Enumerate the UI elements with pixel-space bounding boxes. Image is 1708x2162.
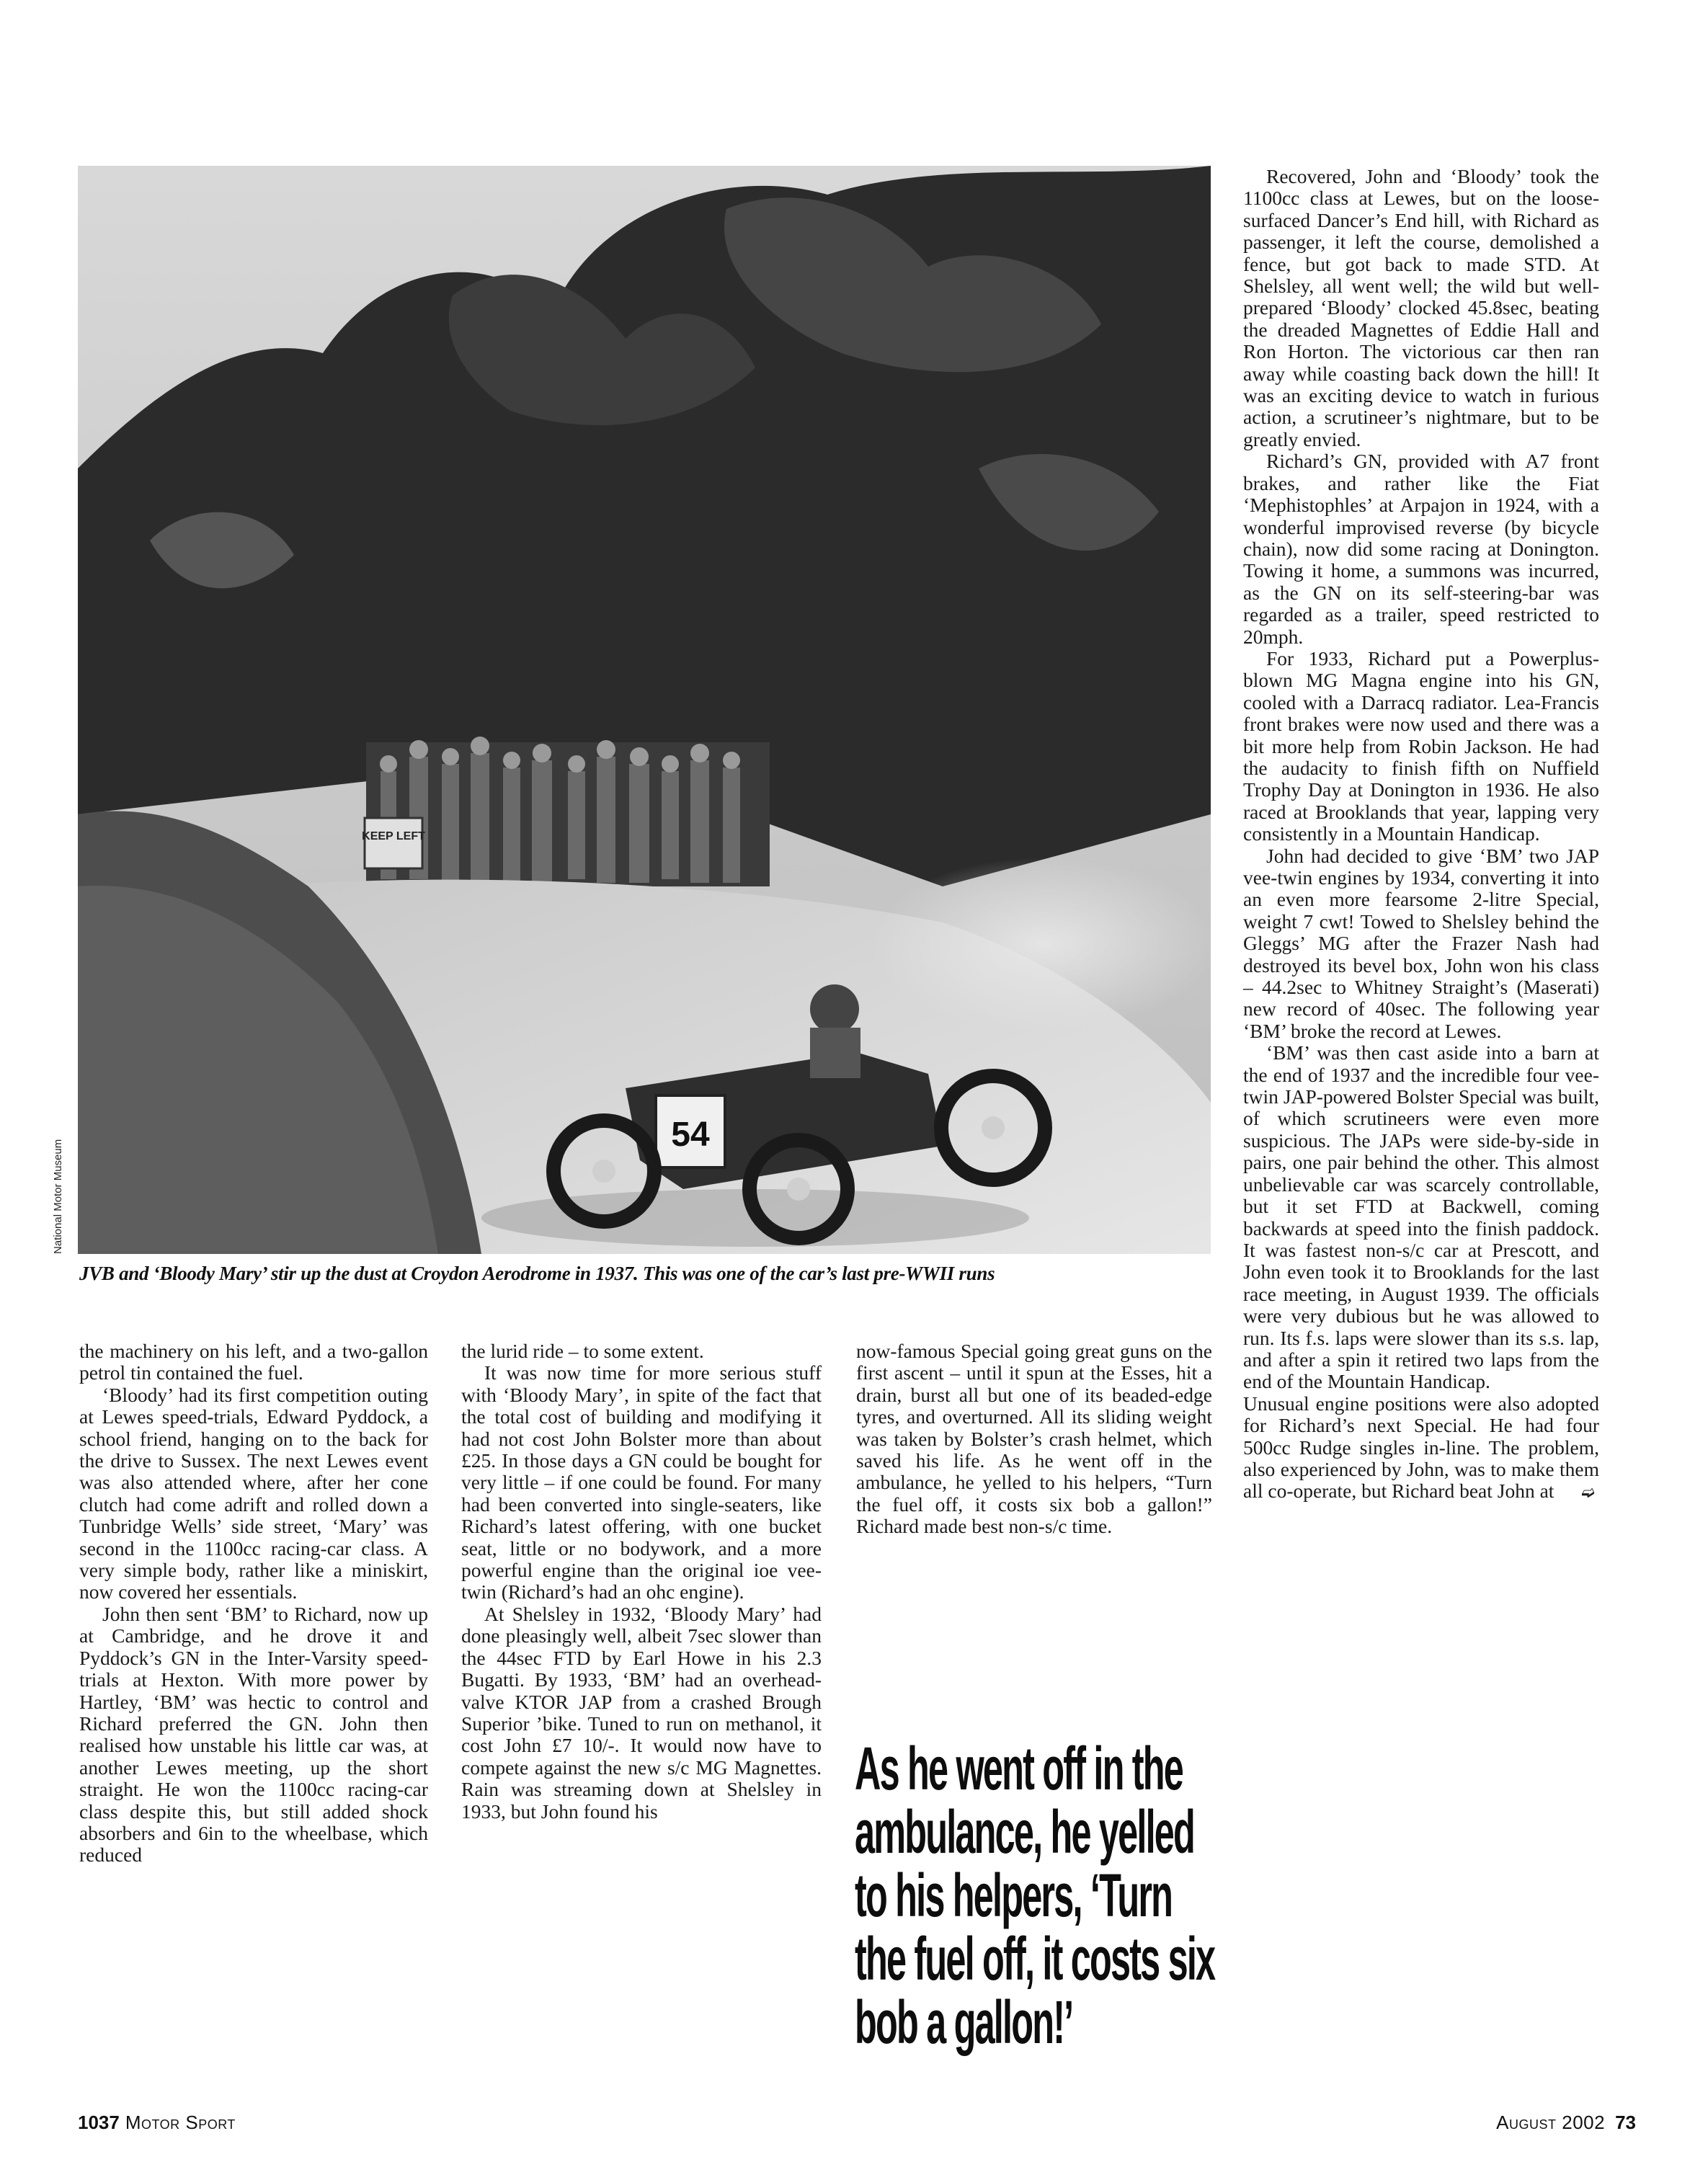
photo-credit: National Motor Museum [52,1139,64,1254]
paragraph: John then sent ‘BM’ to Richard, now up at Cambridge, and he drove it and Pyddock’s GN in the Inter-Varsity speed-trials at Hexton. With more power by Hartley, ‘BM’ was hectic to control and Richard preferred the GN. John then realised how unstable his little car was, at another Lewes meeting, up the short straight. He won the 1100cc racing-car class despite this, but still added shock absorbers and 6in to the wheelbase, which reduced [79,1602,428,1867]
paragraph: Recovered, John and ‘Bloody’ took the 1100cc class at Lewes, but on the loose-surfaced Dancer’s End hill, with Richard as passenger, it left the course, demolished a fence, but got back to made STD. At Shelsley, all went well; the wild but well-prepared ‘Bloody’ clocked 45.8sec, beating the dreaded Magnettes of Eddie Hall and Ron Horton. The victorious car then ran away while coasting back down the hill! It was an exciting device to watch in furious action, a scrutineer’s nightmare, but to be greatly envied. [1243,165,1599,450]
magazine-name: Motor Sport [125,2112,236,2133]
paragraph: ‘Bloody’ had its first competition outing at Lewes speed-trials, Edward Pyddock, a school friend, hanging on to the back for the drive to Sussex. The next Lewes event was also attended where, after her cone clutch had come adrift and rolled down a Tunbridge Wells’ side street, ‘Mary’ was second in the 1100cc racing-car class. A very simple body, rather like a miniskirt, now covered her essentials. [79,1383,428,1603]
paragraph: the lurid ride – to some extent. [461,1340,704,1362]
article-column-1 [79,1340,428,1867]
arrow-right-icon: ➫ [1581,1483,1592,1502]
keep-left-sign: KEEP LEFT [362,830,425,842]
page-number-left: 1037 [78,2112,120,2133]
paragraph: For 1933, Richard put a Powerplus-blown MG Magna engine into his GN, cooled with a Darracq radiator. Lea-Francis front brakes were now used and there was a bit more help from Robin Jackson. He had the audacity to finish fifth on Nuffield Trophy Day at Donington in 1936. He also raced at Brooklands that year, lapping very consistently in a Mountain Handicap. [1243,646,1599,845]
photograph [78,166,1211,1254]
footer-right [1496,2112,1636,2134]
article-column-2 [461,1340,822,1823]
hillclimb-photo [78,166,1211,1254]
paragraph [1243,1392,1599,1503]
page-number-right: 73 [1615,2112,1636,2133]
pull-quote: As he went off in the ambulance, he yelled to his helpers, ‘Turn the fuel off, it costs six bob a gallon!’ [855,1735,1215,2056]
paragraph: It was now time for more serious stuff with ‘Bloody Mary’, in spite of the fact that the total cost of building and modifying it had not cost John Bolster more than about £25. In those days a GN could be bought for very little – if one could be found. For many had been converted into single-seaters, like Richard’s latest offering, with one bucket seat, little or no bodywork, and a more powerful engine than the original ioe vee-twin (Richard’s had an ohc engine). [461,1361,822,1603]
article-column-4 [1243,166,1599,1504]
paragraph: the machinery on his left, and a two-gallon petrol tin contained the fuel. [79,1340,428,1384]
footer-left [78,2112,236,2134]
paragraph: John had decided to give ‘BM’ two JAP vee-twin engines by 1934, converting it into an even more fearsome 2-litre Special, weight 7 cwt! Towed to Shelsley behind the Gleggs’ MG after the Frazer Nash had destroyed its bevel box, John won his class – 44.2sec to Whitney Straight’s (Maserati) new record of 40sec. The following year ‘BM’ broke the record at Lewes. [1243,844,1599,1042]
paragraph: At Shelsley in 1932, ‘Bloody Mary’ had done pleasingly well, albeit 7sec slower than the 44sec FTD by Earl Howe in his 2.3 Bugatti. By 1933, ‘BM’ had an overhead-valve KTOR JAP from a crashed Brough Superior ’bike. Tuned to run on methanol, it cost John £7 10/-. It would now have to compete against the new s/c MG Magnettes. Rain was streaming down at Shelsley in 1933, but John found his [461,1602,822,1823]
paragraph: Richard’s GN, provided with A7 front brakes, and rather like the Fiat ‘Mephistophles’ at Arpajon in 1924, with a wonderful improvised reverse (by bicycle chain), now did some racing at Donington. Towing it home, a summons was incurred, as the GN on its self-steering-bar was regarded as a trailer, speed restricted to 20mph. [1243,450,1599,648]
paragraph-text: Unusual engine positions were also adopted for Richard’s next Special. He had four 500cc Rudge singles in-line. The problem, also experienced by John, was to make them all co-operate, but Richard beat John at [1243,1392,1599,1503]
paragraph: ‘BM’ was then cast aside into a barn at the end of 1937 and the incredible four vee-twin JAP-powered Bolster Special was built, of which scrutineers were even more suspicious. The JAPs were side-by-side in pairs, one pair behind the other. This almost unbelievable car was scarcely controllable, but it set FTD at Backwell, coming backwards at speed into the finish paddock. It was fastest non-s/c car at Prescott, and John even took it to Brooklands for the last race meeting, in August 1939. The officials were very dubious but he was allowed to run. Its f.s. laps were slower than its s.s. lap, and after a spin it retired two laps from the end of the Mountain Handicap. [1243,1041,1599,1393]
car-number: 54 [671,1116,710,1154]
photo-caption: JVB and ‘Bloody Mary’ stir up the dust at Croydon Aerodrome in 1937. This was one of the car’s last pre-WWII runs [79,1263,995,1284]
article-column-3 [856,1340,1212,1538]
paragraph: now-famous Special going great guns on the first ascent – until it spun at the Esses, hit a drain, burst all but one of its beaded-edge tyres, and overturned. All its sliding weight was taken by Bolster’s crash helmet, which saved his life. As he went off in the ambulance, he yelled to his helpers, “Turn the fuel off, it costs six bob a gallon!” Richard made best non-s/c time. [856,1340,1212,1538]
issue-date: August 2002 [1496,2112,1606,2133]
